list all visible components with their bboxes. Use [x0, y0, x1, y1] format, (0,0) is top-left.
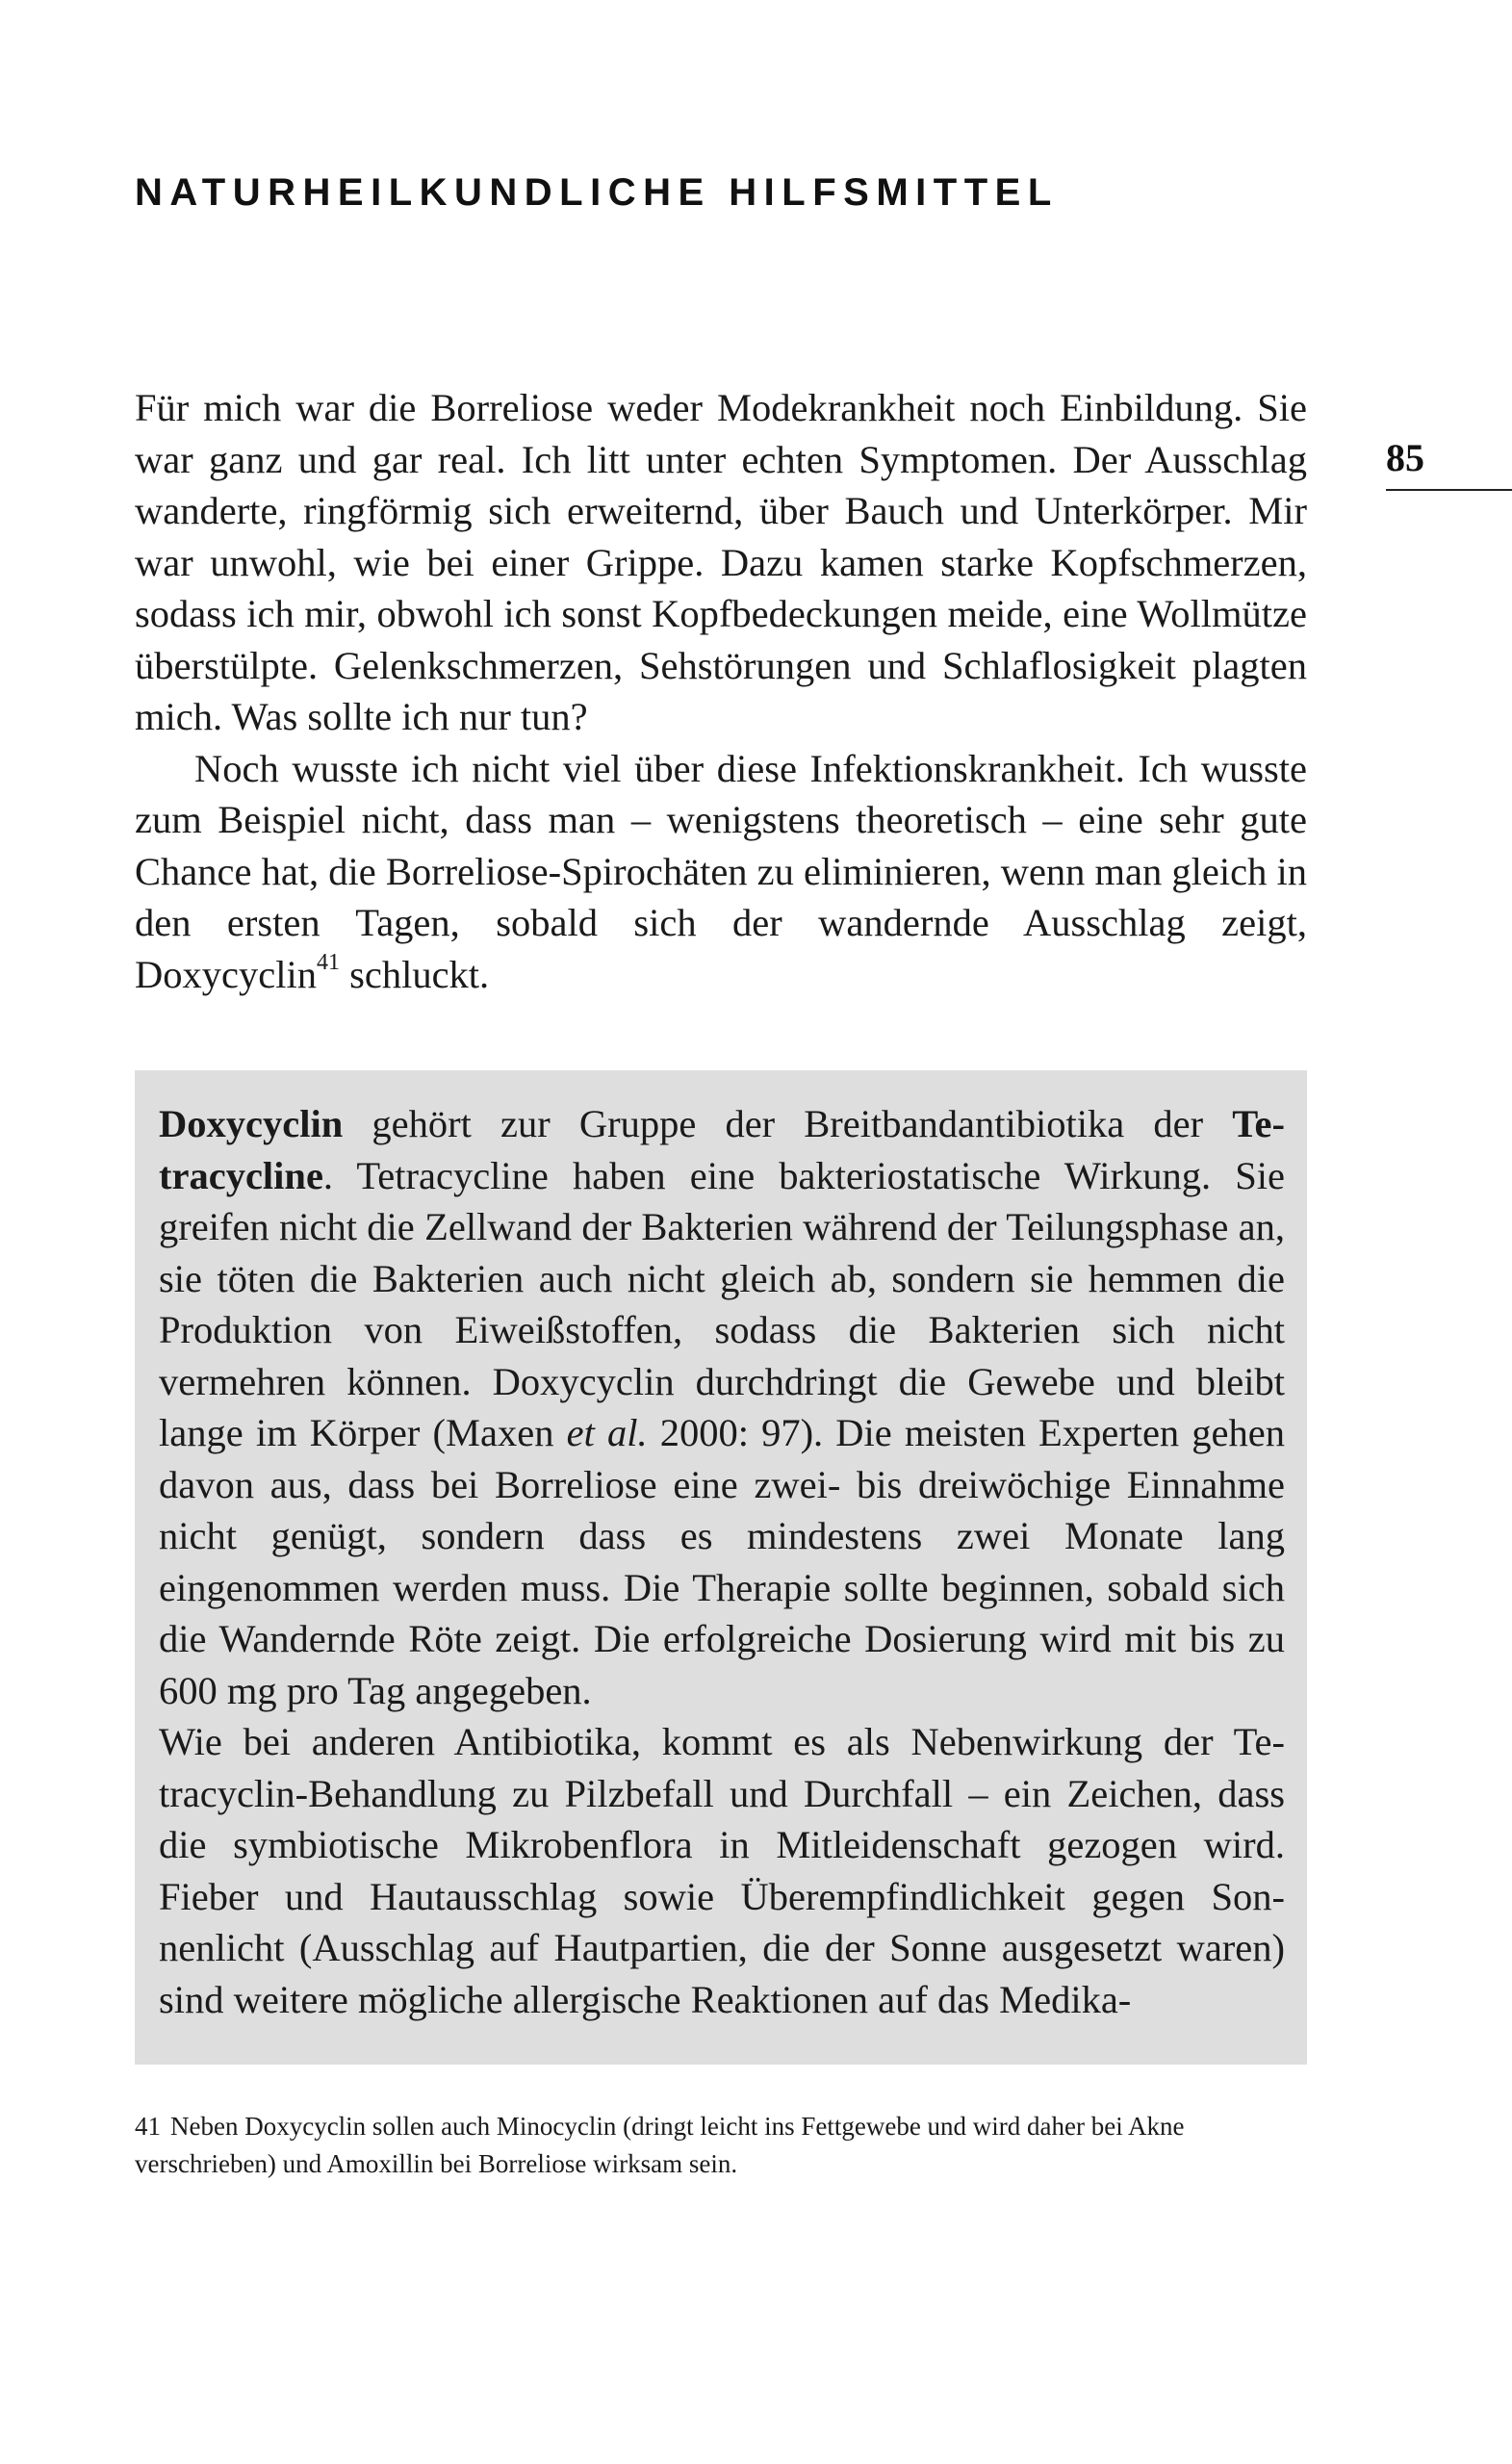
paragraph-1: Für mich war die Borreliose weder Modekrankheit noch Einbildung. Sie war ganz und gar real. Ich litt unter echten Symptomen. Der Ausschlag wanderte, ringförmig sich erweiternd, über Bauch und Unterkörper. Mir war unwohl, wie bei einer Grippe. Dazu kamen starke Kopfschmerzen, sodass ich mir, obwohl ich sonst Kopfbedeckungen meide, eine Wollmütze überstülpte. Gelenkschmerzen, Sehstörungen und Schlaflosigkeit plagten mich. Was sollte ich nur tun?	[135, 386, 1307, 738]
term-doxycyclin: Doxycyclin	[159, 1102, 344, 1145]
footnote-reference[interactable]: 41	[316, 950, 340, 975]
paragraph-2-text-end: schluckt.	[339, 952, 490, 996]
footnote-number: 41	[135, 2112, 161, 2141]
page-number: 85	[1386, 436, 1424, 479]
info-box-paragraph-1	[159, 1098, 1285, 1716]
info-box-text	[159, 1098, 1285, 2025]
info-text-1: gehört zur Gruppe der Breitbandantibiotika der	[343, 1102, 1233, 1145]
term-tetracycline: Tetracycline	[159, 1102, 1285, 1197]
main-text	[135, 382, 1307, 1000]
info-box-paragraph-2: Wie bei anderen Antibiotika, kommt es als Nebenwirkung der Tetracyclin-Behandlung zu Pilzbefall und Durchfall – ein Zeichen, dass die symbiotische Mikrobenflora in Mitleidenschaft gezogen wird. Fieber und Hautausschlag sowie Überempfindlichkeit gegen Sonnenlicht (Ausschlag auf Hautpartien, die der Sonne ausgesetzt waren) sind weitere mögliche allergische Reaktionen auf das Medika-	[159, 1720, 1285, 2021]
paragraph-2-text: Noch wusste ich nicht viel über diese Infektionskrankheit. Ich wusste zum Beispiel nicht, dass man – wenigstens theoretisch – eine sehr gute Chance hat, die Borreliose-Spirochäten zu eliminieren, wenn man gleich in den ersten Tagen, sobald sich der wandernde Ausschlag zeigt, Doxycyclin	[135, 746, 1307, 996]
page-number-rule	[1386, 489, 1512, 491]
info-text-2: . Tetracycline haben eine bakteriostatische Wirkung. Sie greifen nicht die Zellwand der Bakterien während der Teilungsphase an, sie töten die Bakterien auch nicht gleich ab, sondern sie hemmen die Produktion von Eiweißstoffen, sodass die Bakterien sich nicht vermehren können. Doxycyclin durchdringt die Gewebe und bleibt lange im Körper (Maxen	[159, 1153, 1285, 1454]
running-header: NATURHEILKUNDLICHE HILFSMITTEL	[135, 171, 1059, 214]
info-box	[135, 1070, 1307, 2065]
paragraph-2	[135, 743, 1307, 1001]
info-text-3: 2000: 97). Die meisten Experten gehen davon aus, dass bei Borreliose eine zwei- bis dreiwöchige Einnahme nicht genügt, sondern dass es mindestens zwei Monate lang eingenommen werden muss. Die Therapie sollte beginnen, sobald sich die Wandernde Röte zeigt. Die erfolgreiche Dosierung wird mit bis zu 600 mg pro Tag angegeben.	[159, 1411, 1285, 1712]
et-al: et al.	[566, 1411, 648, 1454]
footnote-text: Neben Doxycyclin sollen auch Minocyclin (dringt leicht ins Fettgewebe und wird daher bei Akne verschrieben) und Amoxillin bei Borreliose wirksam sein.	[135, 2112, 1185, 2178]
footnote	[135, 2108, 1307, 2183]
